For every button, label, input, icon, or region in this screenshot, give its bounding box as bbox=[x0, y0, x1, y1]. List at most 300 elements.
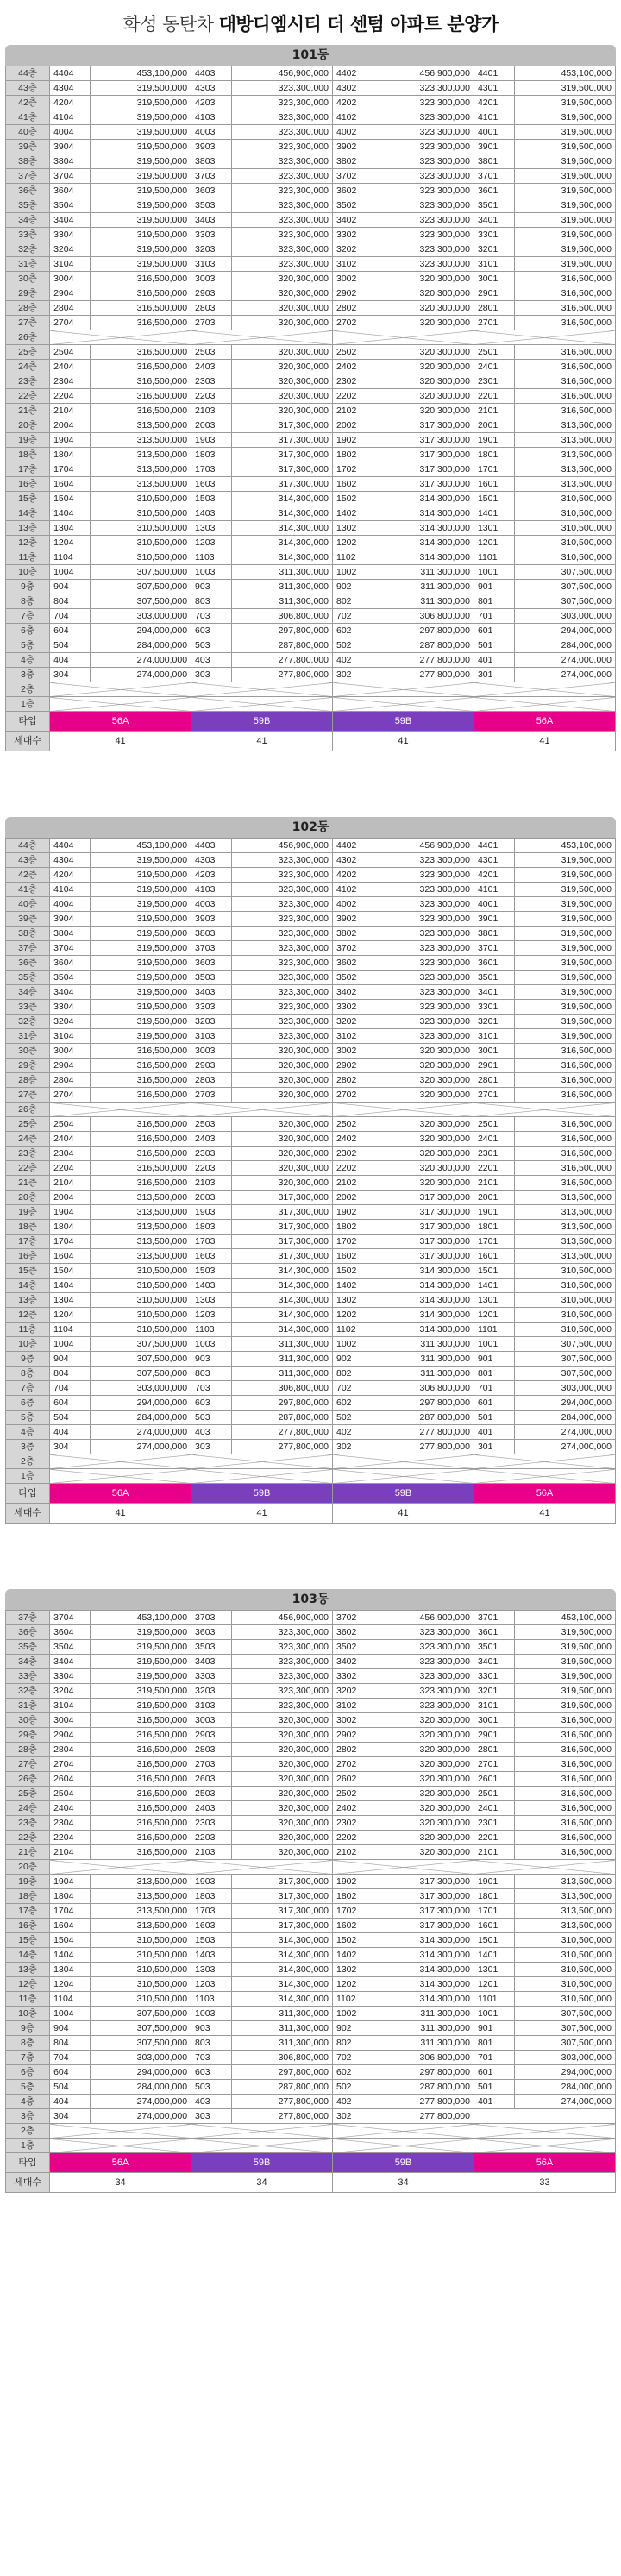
unit-price: 316,500,000 bbox=[90, 360, 191, 374]
unit-price: 320,300,000 bbox=[373, 1728, 474, 1743]
unit-price: 323,300,000 bbox=[373, 81, 474, 96]
unit-number: 2102 bbox=[333, 404, 373, 418]
unit-number: 1001 bbox=[474, 1337, 514, 1352]
floor-label: 30층 bbox=[6, 272, 50, 286]
unit-number: 2201 bbox=[474, 1831, 514, 1845]
unit-number: 3404 bbox=[50, 1655, 91, 1669]
floor-row bbox=[6, 1015, 616, 1029]
unit-number: 1604 bbox=[50, 1919, 91, 1933]
unit-price: 310,500,000 bbox=[514, 492, 615, 506]
unit-price: 314,300,000 bbox=[231, 550, 332, 565]
floor-row bbox=[6, 81, 616, 96]
unit-number: 3601 bbox=[474, 184, 514, 198]
unit-number: 1301 bbox=[474, 521, 514, 536]
unit-number: 1504 bbox=[50, 1933, 91, 1948]
building-block bbox=[5, 817, 616, 1524]
unit-price: 313,500,000 bbox=[514, 462, 615, 477]
unit-number: 3502 bbox=[333, 971, 373, 985]
unit-number: 1402 bbox=[333, 1279, 373, 1293]
floor-row bbox=[6, 345, 616, 360]
unit-number: 3902 bbox=[333, 912, 373, 927]
unit-price: 310,500,000 bbox=[514, 506, 615, 521]
unit-price: 307,500,000 bbox=[90, 580, 191, 594]
unit-number: 403 bbox=[191, 653, 232, 668]
unit-price: 284,000,000 bbox=[90, 1411, 191, 1425]
unit-price: 316,500,000 bbox=[90, 1787, 191, 1801]
floor-label: 25층 bbox=[6, 345, 50, 360]
floor-row bbox=[6, 374, 616, 389]
unit-price: 310,500,000 bbox=[514, 1279, 615, 1293]
unit-number: 1304 bbox=[50, 521, 91, 536]
floor-label: 11층 bbox=[6, 1323, 50, 1337]
unit-number: 1002 bbox=[333, 1337, 373, 1352]
unit-price: 323,300,000 bbox=[231, 1015, 332, 1029]
floor-label: 35층 bbox=[6, 198, 50, 213]
unit-price: 319,500,000 bbox=[514, 125, 615, 140]
unit-price: 320,300,000 bbox=[373, 1831, 474, 1845]
unit-number: 604 bbox=[50, 624, 91, 638]
floor-row bbox=[6, 2051, 616, 2065]
unit-price: 319,500,000 bbox=[514, 971, 615, 985]
floor-row bbox=[6, 301, 616, 316]
type-cell: 59B bbox=[333, 1484, 474, 1504]
unit-number: 2901 bbox=[474, 286, 514, 301]
unit-number: 3001 bbox=[474, 1713, 514, 1728]
unit-number: 1203 bbox=[191, 1977, 232, 1992]
unit-number: 1403 bbox=[191, 1279, 232, 1293]
unit-price: 313,500,000 bbox=[90, 1249, 191, 1264]
unit-price: 310,500,000 bbox=[514, 1992, 615, 2007]
floor-row bbox=[6, 1396, 616, 1411]
unit-count-row bbox=[6, 1504, 616, 1524]
floor-label: 19층 bbox=[6, 1875, 50, 1889]
unit-number: 2403 bbox=[191, 360, 232, 374]
unit-price: 316,500,000 bbox=[514, 1845, 615, 1860]
floor-row bbox=[6, 1411, 616, 1425]
unit-price: 274,000,000 bbox=[514, 653, 615, 668]
unit-price: 313,500,000 bbox=[514, 1220, 615, 1235]
type-cell: 59B bbox=[191, 2153, 333, 2173]
unit-price: 310,500,000 bbox=[90, 1992, 191, 2007]
unit-number: 2104 bbox=[50, 404, 91, 418]
unit-price: 317,300,000 bbox=[373, 1904, 474, 1919]
unit-number: 3502 bbox=[333, 1640, 373, 1655]
unit-price: 313,500,000 bbox=[90, 477, 191, 492]
building-block bbox=[5, 45, 616, 751]
unit-price: 284,000,000 bbox=[514, 2080, 615, 2095]
unit-number: 1204 bbox=[50, 536, 91, 550]
unit-number: 1501 bbox=[474, 492, 514, 506]
unit-price: 314,300,000 bbox=[373, 1963, 474, 1977]
unit-number: 3104 bbox=[50, 1029, 91, 1044]
floor-label: 22층 bbox=[6, 1161, 50, 1176]
floor-row bbox=[6, 1073, 616, 1088]
unit-number: 904 bbox=[50, 580, 91, 594]
floor-row bbox=[6, 360, 616, 374]
unit-price: 313,500,000 bbox=[90, 433, 191, 448]
type-cell: 59B bbox=[191, 712, 333, 732]
unit-price: 320,300,000 bbox=[373, 1161, 474, 1176]
unit-number: 1902 bbox=[333, 1205, 373, 1220]
unit-number: 402 bbox=[333, 653, 373, 668]
unit-price: 320,300,000 bbox=[231, 301, 332, 316]
unit-price: 456,900,000 bbox=[373, 66, 474, 81]
unit-number: 2902 bbox=[333, 286, 373, 301]
unit-number: 1503 bbox=[191, 1264, 232, 1279]
floor-row bbox=[6, 1919, 616, 1933]
unit-price: 320,300,000 bbox=[231, 374, 332, 389]
unit-number: 304 bbox=[50, 668, 91, 682]
floor-row bbox=[6, 1816, 616, 1831]
unit-number: 4202 bbox=[333, 868, 373, 883]
unit-number: 3303 bbox=[191, 228, 232, 242]
unit-price: 314,300,000 bbox=[373, 506, 474, 521]
unit-number: 1301 bbox=[474, 1293, 514, 1308]
floor-row bbox=[6, 257, 616, 272]
floor-row bbox=[6, 272, 616, 286]
unit-number: 803 bbox=[191, 594, 232, 609]
floor-row bbox=[6, 1000, 616, 1015]
empty-cell bbox=[50, 697, 191, 712]
unit-price: 310,500,000 bbox=[90, 1264, 191, 1279]
unit-number: 2603 bbox=[191, 1772, 232, 1787]
floor-row bbox=[6, 1381, 616, 1396]
empty-cell bbox=[333, 2139, 474, 2153]
floor-row bbox=[6, 477, 616, 492]
unit-number: 2701 bbox=[474, 1757, 514, 1772]
unit-number: 3101 bbox=[474, 1699, 514, 1713]
unit-price: 284,000,000 bbox=[90, 2080, 191, 2095]
type-label: 타입 bbox=[6, 712, 50, 732]
unit-price: 316,500,000 bbox=[90, 316, 191, 330]
unit-price: 306,800,000 bbox=[231, 1381, 332, 1396]
floor-row bbox=[6, 110, 616, 125]
floor-row bbox=[6, 316, 616, 330]
unit-number: 3803 bbox=[191, 154, 232, 169]
unit-number: 3804 bbox=[50, 927, 91, 941]
unit-price: 311,300,000 bbox=[231, 1337, 332, 1352]
unit-price: 313,500,000 bbox=[514, 1249, 615, 1264]
floor-label: 4층 bbox=[6, 2095, 50, 2109]
unit-price: 317,300,000 bbox=[231, 1220, 332, 1235]
floor-row bbox=[6, 1279, 616, 1293]
unit-number: 804 bbox=[50, 1367, 91, 1381]
unit-price: 319,500,000 bbox=[90, 868, 191, 883]
unit-number: 3202 bbox=[333, 1684, 373, 1699]
floor-row bbox=[6, 2139, 616, 2153]
unit-price: 456,900,000 bbox=[373, 839, 474, 853]
unit-price: 317,300,000 bbox=[373, 1889, 474, 1904]
unit-number: 4002 bbox=[333, 897, 373, 912]
type-label: 타입 bbox=[6, 1484, 50, 1504]
unit-number: 2803 bbox=[191, 301, 232, 316]
floor-row bbox=[6, 1117, 616, 1132]
unit-number: 2801 bbox=[474, 1073, 514, 1088]
unit-price: 316,500,000 bbox=[90, 1728, 191, 1743]
unit-number: 601 bbox=[474, 2065, 514, 2080]
page-title bbox=[0, 5, 621, 43]
unit-price: 323,300,000 bbox=[231, 941, 332, 956]
floor-row bbox=[6, 184, 616, 198]
unit-price: 306,800,000 bbox=[373, 1381, 474, 1396]
floor-row bbox=[6, 1992, 616, 2007]
unit-price: 323,300,000 bbox=[231, 198, 332, 213]
unit-price: 319,500,000 bbox=[90, 1029, 191, 1044]
empty-cell bbox=[333, 1860, 474, 1875]
unit-price: 320,300,000 bbox=[373, 1845, 474, 1860]
empty-cell bbox=[333, 697, 474, 712]
unit-price: 307,500,000 bbox=[514, 594, 615, 609]
unit-price: 323,300,000 bbox=[231, 1655, 332, 1669]
unit-count: 41 bbox=[333, 732, 474, 751]
unit-price: 319,500,000 bbox=[514, 985, 615, 1000]
count-label: 세대수 bbox=[6, 732, 50, 751]
unit-price: 323,300,000 bbox=[231, 81, 332, 96]
unit-price: 320,300,000 bbox=[373, 1772, 474, 1787]
unit-number: 1302 bbox=[333, 1963, 373, 1977]
unit-number: 1504 bbox=[50, 492, 91, 506]
empty-cell bbox=[191, 682, 333, 697]
unit-price: 316,500,000 bbox=[514, 1831, 615, 1845]
unit-number: 2402 bbox=[333, 360, 373, 374]
unit-price: 313,500,000 bbox=[90, 1889, 191, 1904]
floor-label: 9층 bbox=[6, 1352, 50, 1367]
unit-price: 316,500,000 bbox=[90, 345, 191, 360]
floor-label: 34층 bbox=[6, 213, 50, 228]
unit-price: 319,500,000 bbox=[514, 1000, 615, 1015]
floor-label: 41층 bbox=[6, 110, 50, 125]
floor-row bbox=[6, 1425, 616, 1440]
unit-number: 3304 bbox=[50, 1000, 91, 1015]
unit-number: 1901 bbox=[474, 1875, 514, 1889]
unit-number: 2501 bbox=[474, 345, 514, 360]
unit-price: 320,300,000 bbox=[231, 1117, 332, 1132]
floor-label: 25층 bbox=[6, 1787, 50, 1801]
unit-number: 1004 bbox=[50, 565, 91, 580]
unit-price: 319,500,000 bbox=[90, 140, 191, 154]
unit-price: 319,500,000 bbox=[90, 184, 191, 198]
unit-number: 704 bbox=[50, 1381, 91, 1396]
floor-row bbox=[6, 883, 616, 897]
unit-number: 3902 bbox=[333, 140, 373, 154]
unit-number: 1003 bbox=[191, 565, 232, 580]
unit-number: 1102 bbox=[333, 1323, 373, 1337]
unit-price: 317,300,000 bbox=[231, 1919, 332, 1933]
floor-label: 30층 bbox=[6, 1044, 50, 1059]
unit-price: 453,100,000 bbox=[514, 66, 615, 81]
unit-number: 2201 bbox=[474, 389, 514, 404]
unit-price: 310,500,000 bbox=[90, 1308, 191, 1323]
unit-price: 453,100,000 bbox=[514, 1611, 615, 1625]
floor-row bbox=[6, 1367, 616, 1381]
unit-price: 317,300,000 bbox=[373, 462, 474, 477]
floor-row bbox=[6, 1889, 616, 1904]
unit-number: 2101 bbox=[474, 1845, 514, 1860]
unit-price: 323,300,000 bbox=[373, 257, 474, 272]
unit-number: 3804 bbox=[50, 154, 91, 169]
unit-price: 320,300,000 bbox=[231, 1831, 332, 1845]
empty-cell bbox=[474, 2109, 615, 2124]
unit-price: 316,500,000 bbox=[514, 1088, 615, 1103]
unit-price: 277,800,000 bbox=[373, 1440, 474, 1454]
unit-price: 314,300,000 bbox=[373, 1323, 474, 1337]
floor-row bbox=[6, 853, 616, 868]
unit-price: 319,500,000 bbox=[90, 956, 191, 971]
unit-count: 34 bbox=[333, 2173, 474, 2193]
unit-price: 320,300,000 bbox=[231, 1845, 332, 1860]
unit-number: 2101 bbox=[474, 1176, 514, 1191]
floor-label: 20층 bbox=[6, 1860, 50, 1875]
unit-price: 310,500,000 bbox=[90, 1933, 191, 1948]
floor-row bbox=[6, 1831, 616, 1845]
floor-label: 7층 bbox=[6, 2051, 50, 2065]
unit-price: 294,000,000 bbox=[90, 1396, 191, 1411]
unit-number: 4404 bbox=[50, 839, 91, 853]
unit-price: 323,300,000 bbox=[373, 868, 474, 883]
unit-number: 802 bbox=[333, 2036, 373, 2051]
floor-label: 4층 bbox=[6, 653, 50, 668]
unit-number: 3604 bbox=[50, 956, 91, 971]
floor-label: 32층 bbox=[6, 1684, 50, 1699]
floor-row bbox=[6, 2080, 616, 2095]
unit-number: 3002 bbox=[333, 1713, 373, 1728]
unit-price: 320,300,000 bbox=[231, 1772, 332, 1787]
empty-cell bbox=[50, 1860, 191, 1875]
unit-number: 3101 bbox=[474, 257, 514, 272]
unit-price: 316,500,000 bbox=[90, 374, 191, 389]
floor-row bbox=[6, 140, 616, 154]
unit-price: 323,300,000 bbox=[231, 257, 332, 272]
floor-label: 28층 bbox=[6, 1743, 50, 1757]
unit-number: 1803 bbox=[191, 1220, 232, 1235]
unit-price: 274,000,000 bbox=[90, 1440, 191, 1454]
unit-number: 2504 bbox=[50, 1117, 91, 1132]
unit-number: 1901 bbox=[474, 433, 514, 448]
unit-number: 2301 bbox=[474, 1147, 514, 1161]
unit-number: 2002 bbox=[333, 1191, 373, 1205]
unit-number: 2903 bbox=[191, 1059, 232, 1073]
unit-price: 311,300,000 bbox=[373, 1337, 474, 1352]
unit-number: 3802 bbox=[333, 154, 373, 169]
unit-number: 4203 bbox=[191, 868, 232, 883]
unit-price: 323,300,000 bbox=[373, 242, 474, 257]
unit-price: 319,500,000 bbox=[514, 868, 615, 883]
unit-price: 274,000,000 bbox=[90, 1425, 191, 1440]
floor-row bbox=[6, 1669, 616, 1684]
floor-row bbox=[6, 1308, 616, 1323]
floor-label: 1층 bbox=[6, 697, 50, 712]
unit-number: 3302 bbox=[333, 1000, 373, 1015]
unit-number: 2802 bbox=[333, 301, 373, 316]
floor-row bbox=[6, 1963, 616, 1977]
type-cell: 56A bbox=[50, 712, 191, 732]
unit-number: 1202 bbox=[333, 1308, 373, 1323]
unit-number: 2904 bbox=[50, 286, 91, 301]
floor-label: 43층 bbox=[6, 853, 50, 868]
unit-price: 323,300,000 bbox=[373, 1015, 474, 1029]
unit-price: 320,300,000 bbox=[373, 1059, 474, 1073]
floor-row bbox=[6, 448, 616, 462]
count-label: 세대수 bbox=[6, 2173, 50, 2193]
unit-price: 323,300,000 bbox=[373, 941, 474, 956]
unit-number: 2904 bbox=[50, 1059, 91, 1073]
type-row bbox=[6, 1484, 616, 1504]
unit-price: 297,800,000 bbox=[231, 624, 332, 638]
unit-number: 3204 bbox=[50, 1684, 91, 1699]
unit-number: 1503 bbox=[191, 492, 232, 506]
unit-number: 1602 bbox=[333, 1919, 373, 1933]
unit-number: 3304 bbox=[50, 1669, 91, 1684]
floor-label: 27층 bbox=[6, 1088, 50, 1103]
floor-label: 10층 bbox=[6, 2007, 50, 2021]
floor-row bbox=[6, 492, 616, 506]
unit-number: 3203 bbox=[191, 1684, 232, 1699]
unit-price: 307,500,000 bbox=[90, 2007, 191, 2021]
unit-price: 277,800,000 bbox=[373, 1425, 474, 1440]
unit-price: 316,500,000 bbox=[90, 1757, 191, 1772]
unit-number: 4003 bbox=[191, 125, 232, 140]
unit-price: 310,500,000 bbox=[514, 1933, 615, 1948]
floor-label: 28층 bbox=[6, 301, 50, 316]
unit-price: 323,300,000 bbox=[373, 927, 474, 941]
unit-price: 323,300,000 bbox=[231, 1029, 332, 1044]
floor-label: 6층 bbox=[6, 1396, 50, 1411]
unit-number: 3501 bbox=[474, 1640, 514, 1655]
unit-number: 2302 bbox=[333, 1147, 373, 1161]
unit-price: 314,300,000 bbox=[231, 1323, 332, 1337]
unit-price: 319,500,000 bbox=[90, 1000, 191, 1015]
floor-row bbox=[6, 169, 616, 184]
empty-cell bbox=[474, 2139, 615, 2153]
floor-row bbox=[6, 1713, 616, 1728]
unit-price: 277,800,000 bbox=[373, 2109, 474, 2124]
unit-number: 1901 bbox=[474, 1205, 514, 1220]
floor-row bbox=[6, 1948, 616, 1963]
unit-number: 1401 bbox=[474, 506, 514, 521]
unit-number: 303 bbox=[191, 668, 232, 682]
unit-number: 4004 bbox=[50, 125, 91, 140]
floor-row bbox=[6, 1469, 616, 1484]
unit-number: 904 bbox=[50, 2021, 91, 2036]
unit-number: 1802 bbox=[333, 1889, 373, 1904]
floor-label: 9층 bbox=[6, 2021, 50, 2036]
unit-price: 320,300,000 bbox=[231, 404, 332, 418]
unit-number: 3803 bbox=[191, 927, 232, 941]
unit-number: 1601 bbox=[474, 1249, 514, 1264]
floor-label: 8층 bbox=[6, 594, 50, 609]
floor-label: 12층 bbox=[6, 536, 50, 550]
unit-price: 314,300,000 bbox=[373, 492, 474, 506]
floor-label: 32층 bbox=[6, 242, 50, 257]
unit-number: 2703 bbox=[191, 316, 232, 330]
empty-cell bbox=[50, 330, 191, 345]
unit-number: 902 bbox=[333, 2021, 373, 2036]
unit-price: 317,300,000 bbox=[231, 418, 332, 433]
unit-number: 401 bbox=[474, 653, 514, 668]
unit-number: 1004 bbox=[50, 2007, 91, 2021]
empty-cell bbox=[191, 1469, 333, 1484]
unit-price: 323,300,000 bbox=[231, 96, 332, 110]
unit-number: 703 bbox=[191, 2051, 232, 2065]
floor-label: 29층 bbox=[6, 286, 50, 301]
empty-cell bbox=[474, 2124, 615, 2139]
unit-number: 3403 bbox=[191, 985, 232, 1000]
unit-number: 3503 bbox=[191, 198, 232, 213]
unit-number: 3401 bbox=[474, 985, 514, 1000]
floor-label: 8층 bbox=[6, 1367, 50, 1381]
unit-number: 902 bbox=[333, 1352, 373, 1367]
unit-number: 1603 bbox=[191, 1249, 232, 1264]
